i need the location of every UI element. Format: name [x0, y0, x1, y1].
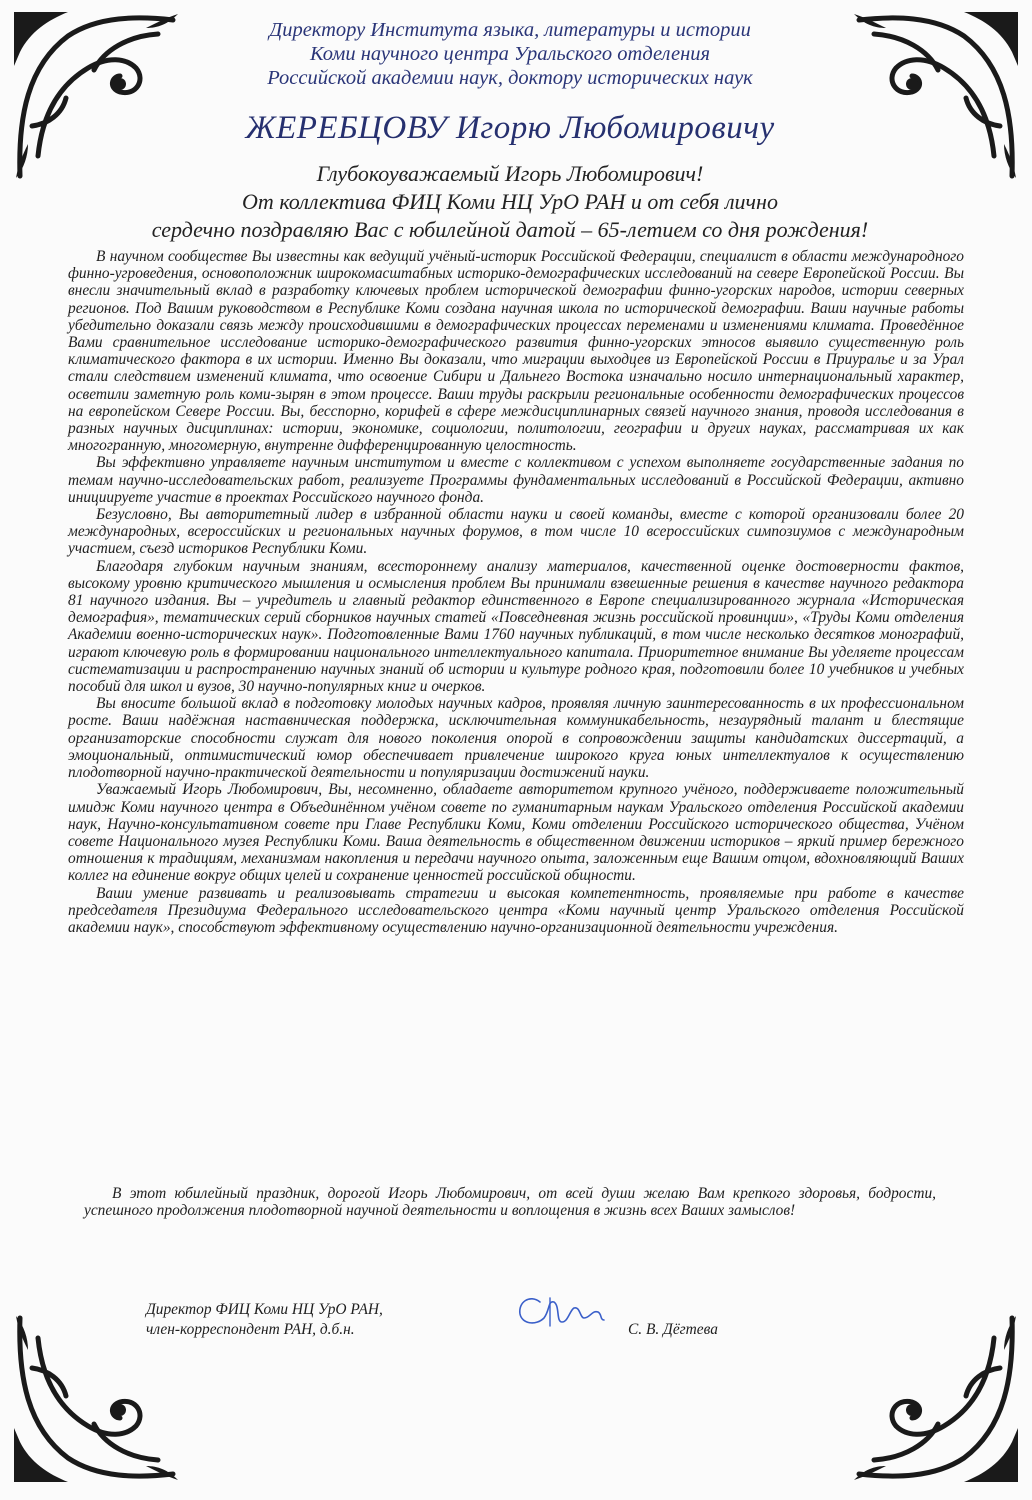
body-paragraph: Благодаря глубоким научным знаниям, всестороннему анализу материалов, качественной оценке достоверности фактов, высокому уровню критического мышления и осмысления проблем Вы принимали взвешенные решения в качестве научного редактора 81 научного издания. Вы – учредитель и главный редактор единственного в Европе специализированного журнала «Историческая демография», тематических серий сборников научных статей «Повседневная жизнь российской провинции», «Труды Коми отделения Академии военно-исторических наук». Подготовленные Вами 1760 научных публикаций, в том числе несколько десятков монографий, играют ключевую роль в формировании национального интеллектуального капитала. Приоритетное внимание Вы уделяете процессам систематизации и распространению научных знаний об истории и культуре родного края, подготовили более 10 учебников и учебных пособий для школ и вузов, 30 научно-популярных книг и очерков.: [68, 557, 964, 696]
greeting-line: Глубокоуважаемый Игорь Любомирович!: [316, 161, 704, 186]
body-paragraph: Ваши умение развивать и реализовывать стратегии и высокая компетентность, проявляемые при работе в качестве председателя Президиума Федерального исследовательского центра «Коми научный центр Уральского отделения Российской академии наук», способствуют эффективному осуществлению научно-организационной деятельности учреждения.: [68, 884, 964, 936]
corner-ornament-top-left: [8, 6, 188, 186]
addressee-header: [180, 18, 840, 90]
body-paragraph: Уважаемый Игорь Любомирович, Вы, несомненно, обладаете авторитетом крупного учёного, поддерживаете положительный имидж Коми научного центра в Объединённом учёном совете по гуманитарным наукам Уральского отделения Российской академии наук, Научно-консультативном совете при Главе Республики Коми, Коми отделении Российского исторического общества, Учёном совете Национального музея Республики Коми. Ваша деятельность в общественном движении историков – яркий пример бережного отношения к традициям, механизмам накопления и передачи научного опыта, заложенным еще Вашим отцом, вдохновляющий Ваших коллег на единение вокруг общих целей и сохранение ценностей российской общности.: [68, 781, 964, 885]
body-paragraph: Вы эффективно управляете научным институтом и вместе с коллективом с успехом выполняете государственные задания по темам научно-исследовательских работ, реализуете Программы фундаментальных исследований в Российской Федерации, активно инициируете участие в проектах Российского научного фонда.: [68, 454, 964, 506]
greeting-line: сердечно поздравляю Вас с юбилейной датой – 65-летием со дня рождения!: [151, 217, 869, 242]
signer-name: С. В. Дёгтева: [628, 1321, 718, 1338]
closing-wish: В этот юбилейный праздник, дорогой Игорь Любомирович, от всей души желаю Вам крепкого здоровья, бодрости, успешного продолжения плодотворной научной деятельности и воплощения в жизнь всех Ваших замыслов!: [84, 1185, 936, 1220]
header-line: Директору Института языка, литературы и истории: [269, 19, 751, 41]
corner-ornament-bottom-right: [844, 1308, 1024, 1488]
header-line: Коми научного центра Уральского отделения: [309, 43, 711, 65]
ornament-swirl-icon: [8, 6, 188, 186]
letter-body: [68, 248, 964, 936]
recipient-name: ЖЕРЕБЦОВУ Игорю Любомировичу: [245, 110, 775, 146]
handwritten-signature: [510, 1288, 610, 1338]
signer-position-line: член-корреспондент РАН, д.б.н.: [146, 1321, 355, 1338]
ornament-swirl-icon: [844, 6, 1024, 186]
signer-position: [146, 1300, 383, 1340]
ornament-swirl-icon: [844, 1308, 1024, 1488]
header-line: Российской академии наук, доктору исторических наук: [267, 67, 753, 89]
body-paragraph: Безусловно, Вы авторитетный лидер в избранной области науки и своей команды, вместе с которой организовали более 20 международных, всероссийских и региональных научных форумов, в том числе 10 всероссийских симпозиумов с международным участием, съезд историков Республики Коми.: [68, 506, 964, 558]
greeting-block: [150, 160, 870, 244]
body-paragraph: Вы вносите большой вклад в подготовку молодых научных кадров, проявляя личную заинтересованность в их профессиональном росте. Ваши надёжная наставническая поддержка, исключительная коммуникабельность, незаурядный талант и блестящие организаторские способности служат для нового поколения опорой в сопровождении защиты кандидатских диссертаций, а эмоциональный, оптимистический юмор обеспечивает привлечение широкого круга юных интеллектуалов к осуществлению плодотворной научно-практической деятельности и популяризации достижений науки.: [68, 695, 964, 782]
greeting-line: От коллектива ФИЦ Коми НЦ УрО РАН и от себя лично: [242, 189, 778, 214]
signer-position-line: Директор ФИЦ Коми НЦ УрО РАН,: [146, 1301, 383, 1318]
body-paragraph: В научном сообществе Вы известны как ведущий учёный-историк Российской Федерации, специалист в области международного финно-угроведения, основоположник широкомасштабных историко-демографических исследований на севере Европейской России. Вы внесли значительный вклад в разработку ключевых проблем исторической демографии финно-угорских народов, истории северных регионов. Под Вашим руководством в Республике Коми создана научная школа по исторической демографии. Ваши научные работы убедительно доказали связь между происходившими в демографических процессах переменами и изменениями климата. Проведённое Вами сравнительное исследование историко-демографического развития финно-угорских этносов выявило существенную роль климатического фактора в их истории. Именно Вы доказали, что миграции выходцев из Европейской России в Приуралье и за Урал стали следствием изменений климата, что освоение Сибири и Дальнего Востока изначально носило интернациональный характер, осветили заметную роль коми-зырян в этом процессе. Ваши труды раскрыли региональные особенности демографических процессов на европейском Севере России. Вы, бесспорно, корифей в сфере междисциплинарных связей научного знания, проводя исследования в разных научных дисциплинах: истории, экономике, социологии, политологии, географии и других науках, рассматривая их как многогранную, многомерную, внутренне дифференцированную целостность.: [68, 248, 964, 455]
signature-icon: [510, 1288, 610, 1338]
corner-ornament-top-right: [844, 6, 1024, 186]
